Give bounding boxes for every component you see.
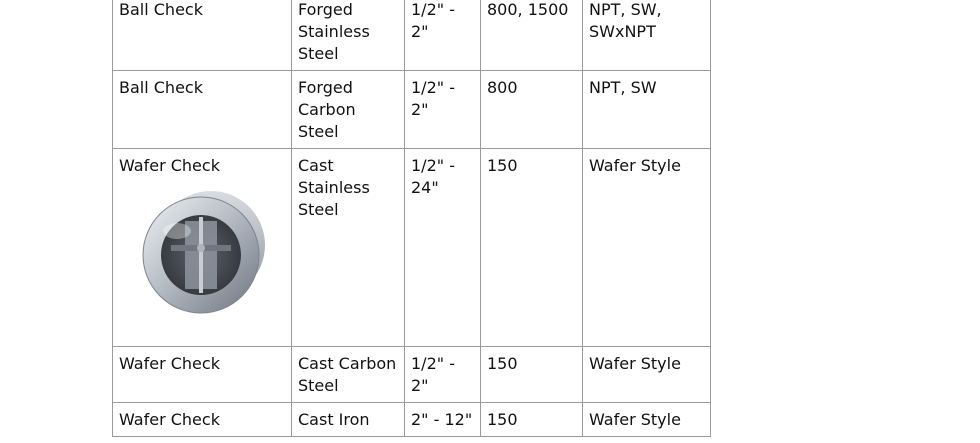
pressure-class-cell: 150: [481, 347, 583, 403]
end-connection-cell: NPT, SW: [583, 71, 711, 149]
table-row: [113, 347, 711, 403]
material-cell: Forged Carbon Steel: [292, 71, 405, 149]
size-range-cell: 2" - 12": [405, 403, 481, 437]
table-row: [113, 403, 711, 437]
pressure-class-cell: 150: [481, 149, 583, 347]
table-row: [113, 0, 711, 71]
end-connection-cell: Wafer Style: [583, 403, 711, 437]
pressure-class-cell: 800: [481, 71, 583, 149]
table-row: [113, 149, 711, 347]
valve-type-cell: Wafer Check: [113, 347, 292, 403]
valve-type-cell: [113, 149, 292, 347]
size-range-cell: 1/2" - 2": [405, 0, 481, 71]
valve-type-label: Wafer Check: [119, 156, 220, 175]
valve-type-cell: Wafer Check: [113, 403, 292, 437]
material-cell: Cast Carbon Steel: [292, 347, 405, 403]
valve-type-cell: Ball Check: [113, 71, 292, 149]
check-valve-table: [112, 0, 711, 437]
valve-type-cell: Ball Check: [113, 0, 292, 71]
pressure-class-cell: 800, 1500: [481, 0, 583, 71]
end-connection-cell: NPT, SW, SWxNPT: [583, 0, 711, 71]
material-cell: Forged Stainless Steel: [292, 0, 405, 71]
end-connection-cell: Wafer Style: [583, 347, 711, 403]
material-cell: Cast Stainless Steel: [292, 149, 405, 347]
size-range-cell: 1/2" - 24": [405, 149, 481, 347]
end-connection-cell: Wafer Style: [583, 149, 711, 347]
table-row: [113, 71, 711, 149]
pressure-class-cell: 150: [481, 403, 583, 437]
material-cell: Cast Iron: [292, 403, 405, 437]
size-range-cell: 1/2" - 2": [405, 347, 481, 403]
size-range-cell: 1/2" - 2": [405, 71, 481, 149]
wafer-check-valve-image: [141, 185, 269, 317]
